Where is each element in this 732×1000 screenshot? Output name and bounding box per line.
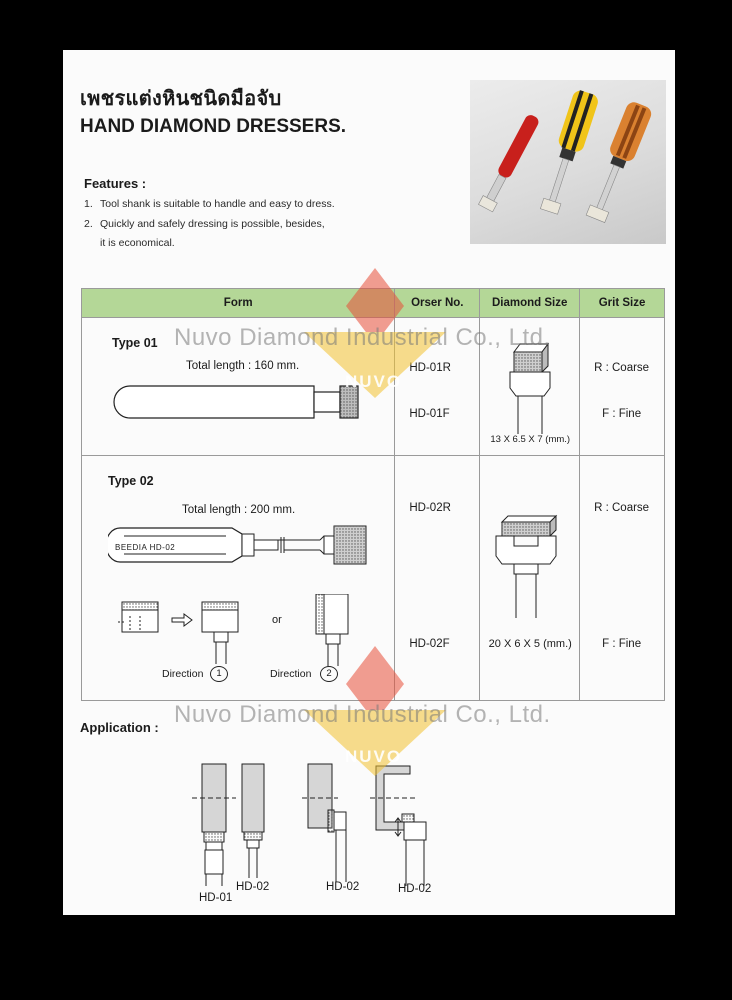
grit-coarse-type01: R : Coarse	[594, 362, 650, 374]
type01-length: Total length : 160 mm.	[186, 360, 300, 372]
app-label-hd-02-a: HD-02	[236, 881, 270, 893]
direction-2-label: Direction	[270, 668, 312, 680]
title-thai: เพชรแต่งหินชนิดมือจับ	[80, 86, 282, 110]
type02-diamond-drawing	[492, 508, 572, 620]
direction-1-number: 1	[210, 666, 228, 682]
company-watermark-1: Nuvo Diamond Industrial Co., Ltd.	[174, 324, 551, 351]
feature-2-num: 2.	[84, 218, 93, 230]
feature-1-num: 1.	[84, 198, 93, 210]
direction-2-number: 2	[320, 666, 338, 682]
nuvo-logo-text-1: NUVO	[345, 372, 403, 391]
header-grit-size: Grit Size	[580, 289, 665, 318]
type01-size: 13 X 6.5 X 7 (mm.)	[490, 434, 571, 445]
size-cell-type02	[480, 456, 580, 701]
feature-2-continuation: it is economical.	[100, 237, 175, 249]
type02-handle-print: BEEDIA HD-02	[115, 543, 176, 552]
title-english: HAND DIAMOND DRESSERS.	[80, 116, 347, 137]
header-order-no: Orser No.	[395, 289, 480, 318]
or-text: or	[272, 614, 282, 626]
code-hd-01f: HD-01F	[409, 408, 450, 420]
header-diamond-size: Diamond Size	[480, 289, 580, 318]
header-form: Form	[82, 289, 395, 318]
feature-1-text: Tool shank is suitable to handle and easy to dress.	[100, 198, 335, 210]
grit-coarse-type02: R : Coarse	[594, 502, 650, 514]
grit-fine-type01: F : Fine	[602, 408, 642, 420]
company-watermark-2: Nuvo Diamond Industrial Co., Ltd.	[174, 701, 551, 728]
features-heading: Features :	[84, 176, 147, 191]
type01-label: Type 01	[112, 336, 158, 350]
feature-2-text: Quickly and safely dressing is possible, besides,	[100, 218, 325, 230]
app-label-hd-02-c: HD-02	[398, 883, 432, 895]
type02-size: 20 X 6 X 5 (mm.)	[488, 638, 572, 650]
direction-1-label: Direction	[162, 668, 204, 680]
type02-length: Total length : 200 mm.	[182, 504, 296, 516]
grit-fine-type02: F : Fine	[602, 638, 642, 650]
code-hd-02f: HD-02F	[409, 638, 450, 650]
grit-cell-type02	[580, 456, 665, 701]
grit-cell-type01	[580, 318, 665, 456]
product-photo	[470, 80, 666, 244]
application-heading: Application :	[80, 720, 159, 735]
type02-label: Type 02	[108, 474, 154, 488]
code-hd-02r: HD-02R	[409, 502, 451, 514]
app-label-hd-02-b: HD-02	[326, 881, 360, 893]
code-hd-01r: HD-01R	[409, 362, 451, 374]
app-label-hd-01: HD-01	[199, 892, 233, 904]
nuvo-logo-text-2: NUVO	[345, 747, 403, 766]
